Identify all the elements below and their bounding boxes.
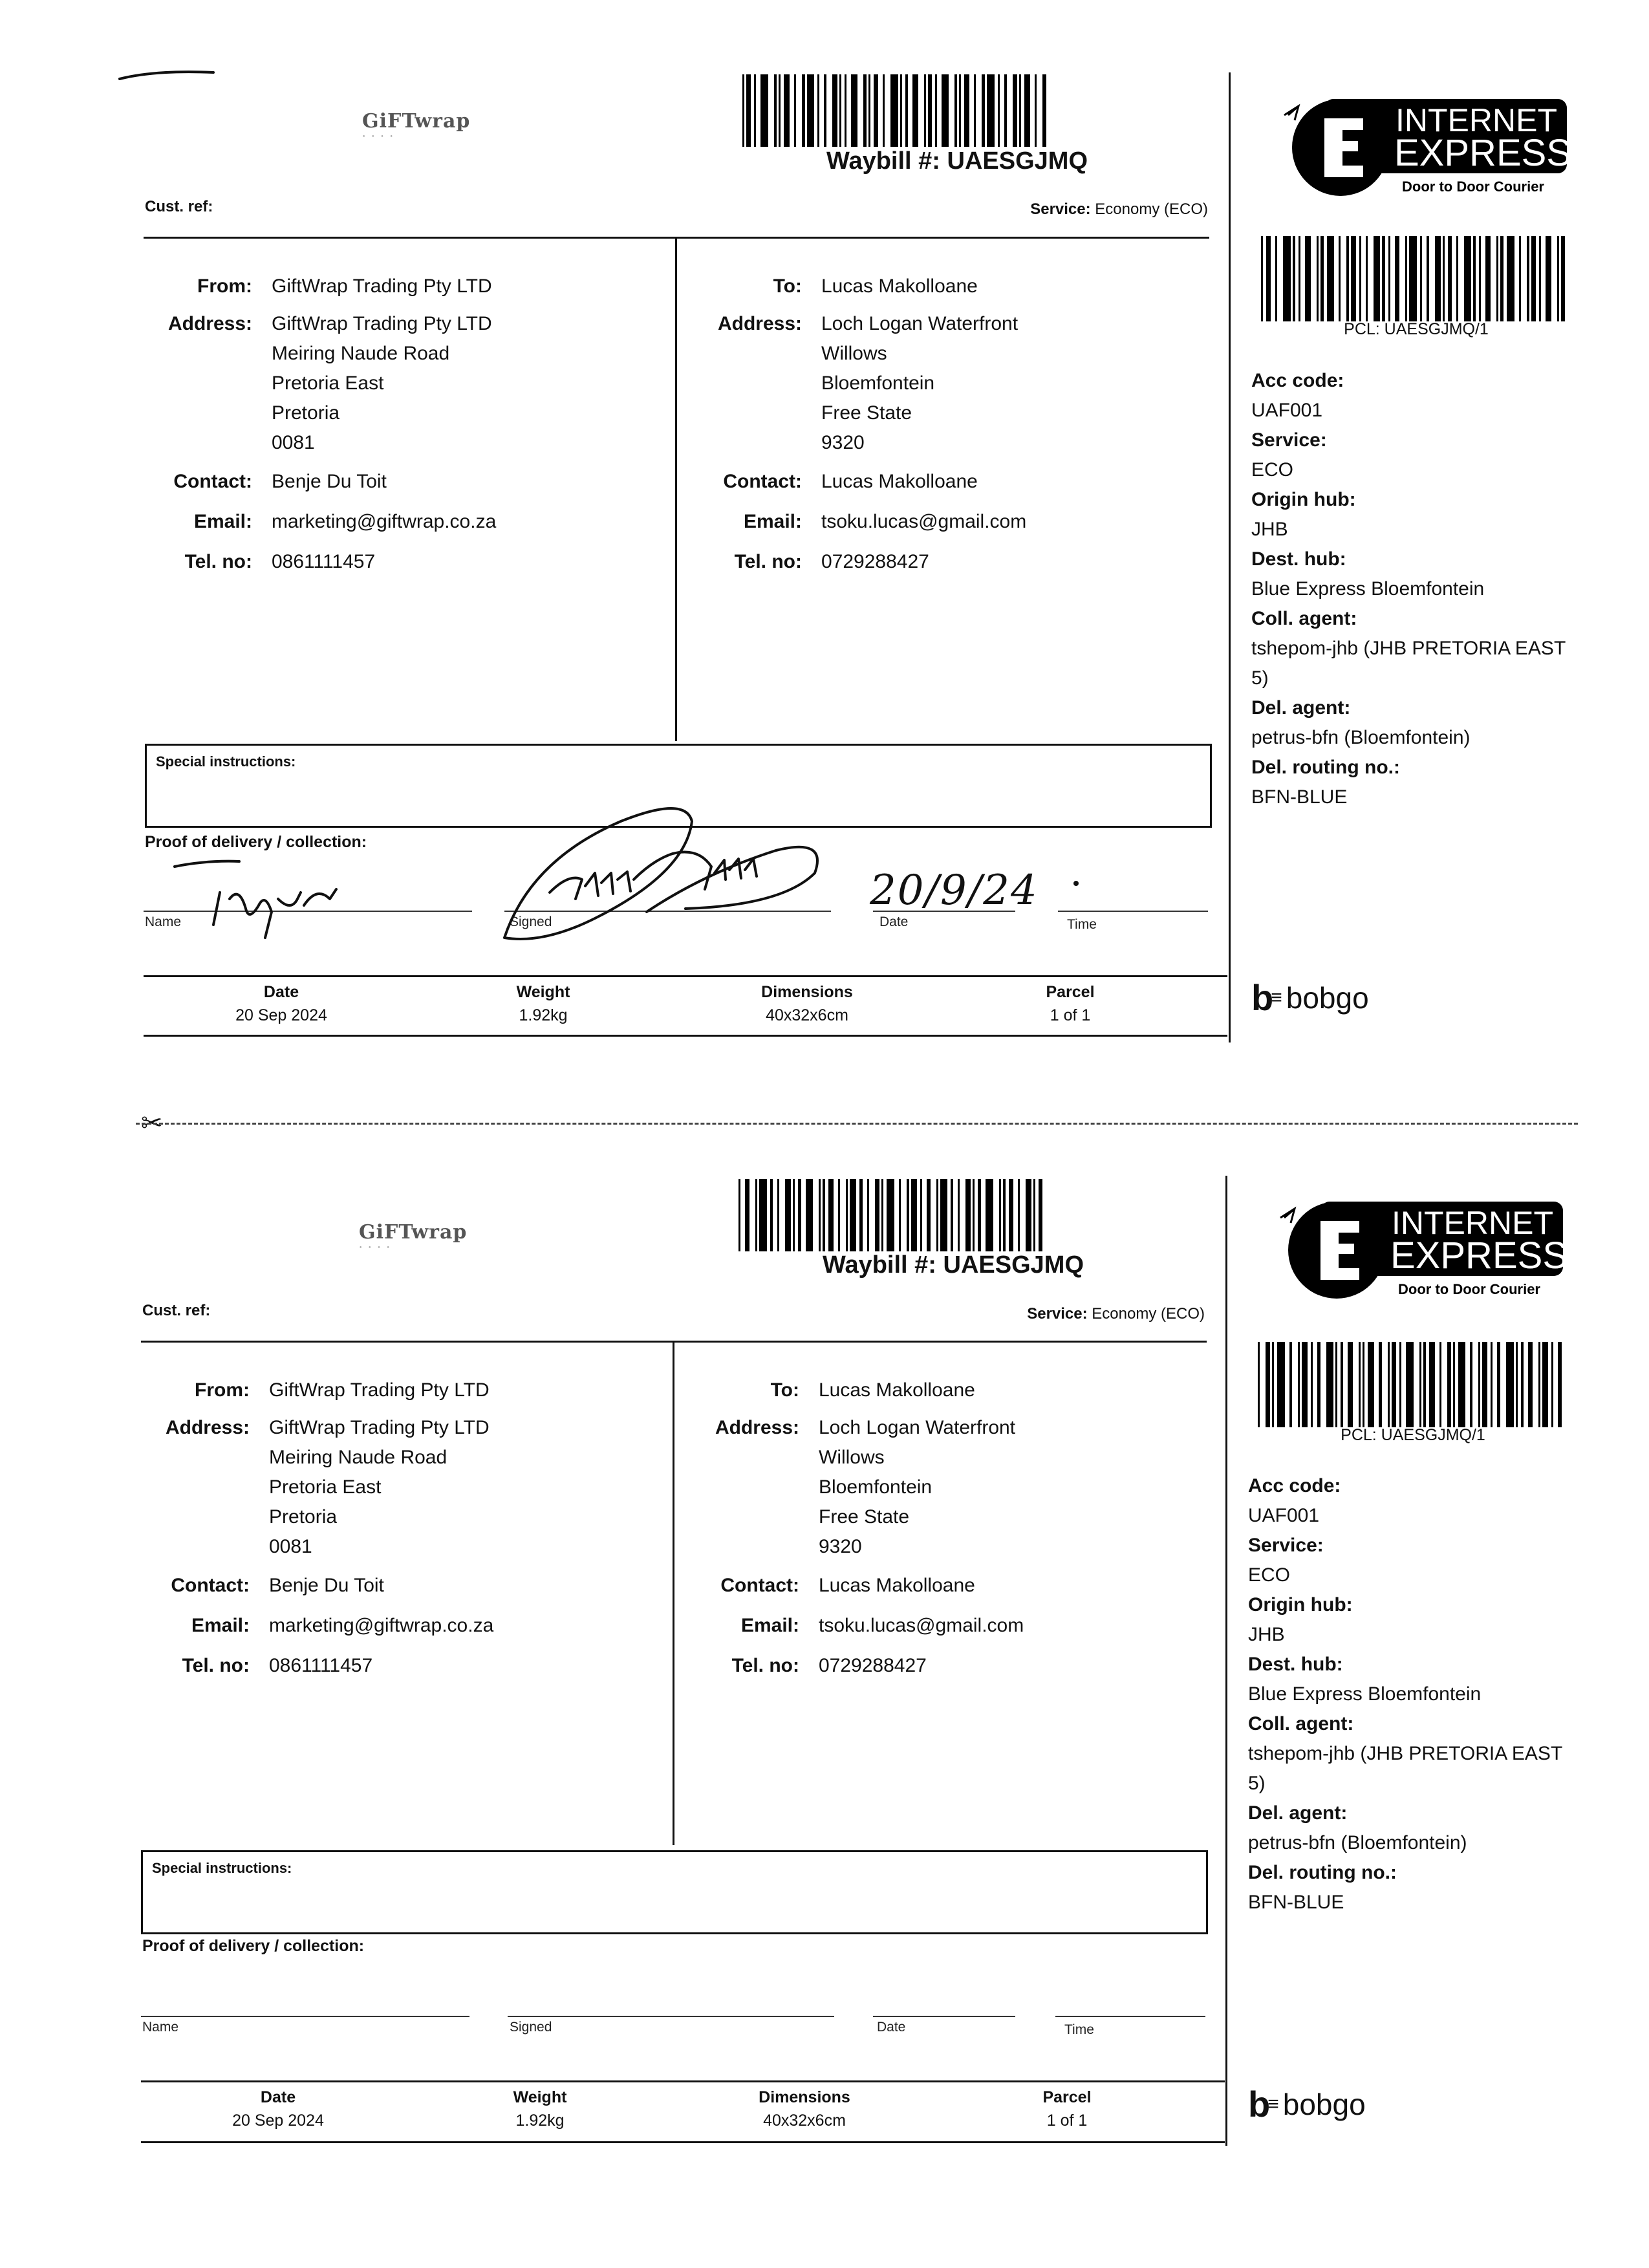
barcode-bar <box>1019 74 1021 147</box>
barcode-bar <box>899 1179 901 1251</box>
barcode-bar <box>785 1179 791 1251</box>
barcode-bar <box>1479 236 1481 321</box>
waybill-number: Waybill #: UAESGJMQ <box>826 147 1088 175</box>
special-instructions-label: Special instructions: <box>156 753 296 770</box>
date-field-label: Date <box>877 2020 906 2035</box>
barcode-bar <box>794 74 796 147</box>
barcode-bar <box>987 74 995 147</box>
signed-field-label: Signed <box>510 2020 552 2035</box>
barcode-bar <box>1341 1342 1343 1427</box>
barcode-bar <box>928 74 932 147</box>
barcode-bar <box>1491 1342 1493 1427</box>
barcode-bar <box>868 74 870 147</box>
pen-mark <box>116 65 220 87</box>
barcode-bar <box>1359 236 1361 321</box>
barcode-bar <box>867 1179 869 1251</box>
barcode-bar <box>999 1179 1001 1251</box>
barcode-bar <box>912 74 918 147</box>
recipient-address: Loch Logan Waterfront Willows Bloemfontein Free State 9320 <box>821 313 1018 453</box>
proof-of-delivery-label: Proof of delivery / collection: <box>145 833 367 851</box>
barcode-bar <box>1302 1342 1308 1427</box>
bobgo-logo: b ≡ bobgo <box>1251 977 1369 1018</box>
recipient-block: To: Lucas Makolloane Address: Loch Logan Waterfront Willows Bloemfontein Free State 9320 Contact: Lucas Makolloane Email: tsoku.lucas@gmail.com Tel. no: 0729288427 <box>689 1376 1207 1681</box>
barcode-bar <box>1035 74 1037 147</box>
barcode-bar <box>1317 1342 1320 1427</box>
recipient-block: To: Lucas Makolloane Address: Loch Logan Waterfront Willows Bloemfontein Free State 9320 Contact: Lucas Makolloane Email: tsoku.lucas@gmail.com Tel. no: 0729288427 <box>692 272 1209 577</box>
barcode-bar <box>1283 236 1291 321</box>
barcode-bar <box>1339 236 1341 321</box>
barcode-bar <box>1392 1342 1396 1427</box>
barcode-bar <box>1527 236 1529 321</box>
barcode-bar <box>760 74 768 147</box>
barcode-bar <box>911 1179 917 1251</box>
barcode-bar <box>1429 1342 1435 1427</box>
footer-date: Date 20 Sep 2024 <box>232 2088 324 2130</box>
divider <box>141 2080 1225 2082</box>
barcode-bar <box>824 74 826 147</box>
recipient-name: Lucas Makolloane <box>819 1379 975 1401</box>
recipient-contact: Lucas Makolloane <box>819 1575 975 1596</box>
barcode-bar <box>754 74 756 147</box>
barcode-bar <box>986 1179 993 1251</box>
barcode-bar <box>1013 74 1017 147</box>
svg-text:EXPRESS: EXPRESS <box>1390 1235 1566 1277</box>
svg-text:Door to Door Courier: Door to Door Courier <box>1402 178 1544 195</box>
barcode-bar <box>1405 236 1407 321</box>
recipient-email: tsoku.lucas@gmail.com <box>819 1615 1024 1636</box>
barcode-bar <box>1420 236 1422 321</box>
barcode-bar <box>1557 236 1559 321</box>
waybill-number: Waybill #: UAESGJMQ <box>822 1251 1084 1279</box>
barcode-bar <box>1538 1342 1540 1427</box>
barcode-bar <box>1521 1342 1524 1427</box>
barcode-bar <box>978 1179 981 1251</box>
footer-weight: Weight 1.92kg <box>513 2088 567 2130</box>
divider <box>144 975 1227 977</box>
barcode-bar <box>936 1179 938 1251</box>
barcode-bar <box>940 1179 947 1251</box>
barcode-bar <box>1277 1342 1285 1427</box>
barcode-bar <box>1419 1342 1421 1427</box>
barcode-bar <box>1305 236 1311 321</box>
barcode-bar <box>839 74 841 147</box>
barcode-bar <box>1497 1342 1500 1427</box>
barcode-bar <box>887 1179 894 1251</box>
parcel-barcode <box>1258 1342 1568 1427</box>
special-instructions-label: Special instructions: <box>152 1860 292 1876</box>
barcode-bar <box>1456 236 1458 321</box>
barcode-bar <box>1275 236 1277 321</box>
sender-block: From: GiftWrap Trading Pty LTD Address: GiftWrap Trading Pty LTD Meiring Naude Road Pretoria East Pretoria 0081 Contact: Benje Du Toit Email: marketing@giftwrap.co.za Tel. no: 0861111457 <box>142 272 660 577</box>
svg-text:INTERNET: INTERNET <box>1396 102 1557 138</box>
barcode-bar <box>1506 1342 1514 1427</box>
barcode-bar <box>832 74 837 147</box>
barcode-bar <box>1351 236 1356 321</box>
barcode-bar <box>1311 1342 1313 1427</box>
barcode-bar <box>964 74 969 147</box>
barcode-bar <box>875 1179 879 1251</box>
barcode-bar <box>746 74 751 147</box>
pen-dot <box>1073 881 1079 886</box>
cust-ref-label: Cust. ref: <box>142 1302 211 1319</box>
barcode-bar <box>974 74 976 147</box>
barcode-bar <box>1542 1342 1548 1427</box>
barcode-bar <box>1435 236 1441 321</box>
barcode-bar <box>738 1179 740 1251</box>
barcode-bar <box>742 74 744 147</box>
special-instructions-box <box>141 1850 1208 1934</box>
barcode-bar <box>1406 1342 1414 1427</box>
handwritten-name <box>168 847 388 947</box>
time-line <box>1055 2016 1205 2017</box>
barcode-bar <box>863 74 867 147</box>
time-field-label: Time <box>1067 917 1097 932</box>
barcode-bar <box>1261 236 1263 321</box>
barcode-bar <box>1399 1342 1401 1427</box>
barcode-bar <box>1516 1342 1518 1427</box>
barcode-bar <box>1293 236 1295 321</box>
barcode-bar <box>1470 1342 1472 1427</box>
barcode-bar <box>770 1179 773 1251</box>
barcode-bar <box>973 1179 975 1251</box>
barcode-bar <box>900 74 902 147</box>
parcel-code: PCL: UAESGJMQ/1 <box>1341 1426 1485 1444</box>
barcode-bar <box>1423 1342 1426 1427</box>
footer-date: Date 20 Sep 2024 <box>235 983 327 1024</box>
waybill-copy-1 <box>0 0 1649 1099</box>
barcode-bar <box>1485 236 1491 321</box>
recipient-tel: 0729288427 <box>819 1655 927 1676</box>
barcode-bar <box>1464 236 1471 321</box>
barcode-bar <box>807 74 814 147</box>
name-field-label: Name <box>145 914 182 929</box>
barcode-bar <box>1409 236 1417 321</box>
barcode-bar <box>1443 236 1445 321</box>
barcode-bar <box>874 74 878 147</box>
parcel-code: PCL: UAESGJMQ/1 <box>1344 320 1489 338</box>
barcode-bar <box>890 74 898 147</box>
barcode-bar <box>883 74 885 147</box>
barcode-bar <box>759 1179 767 1251</box>
barcode-bar <box>1458 1342 1465 1427</box>
sender-address: GiftWrap Trading Pty LTD Meiring Naude Road Pretoria East Pretoria 0081 <box>272 313 492 453</box>
svg-text:EXPRESS: EXPRESS <box>1394 132 1570 174</box>
name-field-label: Name <box>142 2020 179 2035</box>
svg-text:Door to Door Courier: Door to Door Courier <box>1398 1281 1540 1297</box>
barcode-bar <box>1266 1342 1270 1427</box>
barcode-bar <box>806 1179 813 1251</box>
barcode-bar <box>1546 236 1551 321</box>
barcode-bar <box>851 74 857 147</box>
routing-info: Acc code: UAF001 Service: ECO Origin hub: JHB Dest. hub: Blue Express Bloemfontein Coll. agent: tshepom-jhb (JHB PRETORIA EAST 5) Del. agent: petrus-bfn (Bloemfontein) Del. routing no.: BFN-BLUE <box>1248 1475 1562 1913</box>
barcode-bar <box>1266 236 1271 321</box>
footer-parcel: Parcel 1 of 1 <box>1046 983 1095 1024</box>
recipient-address: Loch Logan Waterfront Willows Bloemfontein Free State 9320 <box>819 1417 1016 1557</box>
barcode-bar <box>802 74 805 147</box>
sender-address: GiftWrap Trading Pty LTD Meiring Naude Road Pretoria East Pretoria 0081 <box>269 1417 490 1557</box>
recipient-email: tsoku.lucas@gmail.com <box>821 511 1027 532</box>
waybill-copy-2 <box>0 1108 1649 2207</box>
signed-line <box>508 2016 834 2017</box>
barcode-bar <box>1348 1342 1353 1427</box>
barcode-bar <box>779 74 781 147</box>
barcode-bar <box>958 1179 960 1251</box>
barcode-bar <box>1519 236 1521 321</box>
barcode-bar <box>982 74 985 147</box>
barcode-bar <box>793 1179 795 1251</box>
divider <box>1225 1176 1227 2146</box>
recipient-contact: Lucas Makolloane <box>821 471 978 492</box>
giftwrap-logo: GiFTwrap • • • • <box>359 1221 468 1251</box>
barcode-bar <box>819 1179 821 1251</box>
barcode-bar <box>1299 236 1300 321</box>
barcode-bar <box>1388 236 1390 321</box>
service-line: Service: Economy (ECO) <box>1027 1305 1205 1323</box>
sender-name: GiftWrap Trading Pty LTD <box>269 1379 490 1401</box>
sender-contact: Benje Du Toit <box>272 471 387 492</box>
barcode-bar <box>1004 74 1007 147</box>
barcode-bar <box>1272 1342 1274 1427</box>
giftwrap-logo: GiFTwrap • • • • <box>362 110 471 140</box>
barcode-bar <box>1298 1342 1300 1427</box>
barcode-bar <box>1346 236 1349 321</box>
barcode-bar <box>905 74 908 147</box>
barcode-bar <box>1366 236 1368 321</box>
barcode-bar <box>1368 1342 1374 1427</box>
parcel-barcode <box>1261 236 1571 321</box>
waybill-barcode <box>738 1179 1159 1251</box>
name-line <box>141 2016 469 2017</box>
divider <box>141 2141 1225 2143</box>
footer-parcel: Parcel 1 of 1 <box>1042 2088 1092 2130</box>
barcode-bar <box>1289 1342 1292 1427</box>
barcode-bar <box>777 1179 779 1251</box>
barcode-bar <box>1453 1342 1455 1427</box>
scissors-icon: ✂ <box>141 1109 163 1138</box>
sender-tel: 0861111457 <box>269 1655 373 1676</box>
barcode-bar <box>846 1179 848 1251</box>
footer-dimensions: Dimensions 40x32x6cm <box>761 983 853 1024</box>
sender-tel: 0861111457 <box>272 551 376 572</box>
sender-email: marketing@giftwrap.co.za <box>269 1615 494 1636</box>
barcode-bar <box>1042 74 1046 147</box>
barcode-bar <box>1258 1342 1260 1427</box>
barcode-bar <box>935 74 937 147</box>
barcode-bar <box>1561 236 1565 321</box>
service-line: Service: Economy (ECO) <box>1030 200 1208 218</box>
barcode-bar <box>1388 1342 1390 1427</box>
barcode-bar <box>1359 1342 1361 1427</box>
barcode-bar <box>1439 1342 1441 1427</box>
barcode-bar <box>1447 1342 1451 1427</box>
barcode-bar <box>1531 236 1536 321</box>
barcode-bar <box>1478 1342 1480 1427</box>
barcode-bar <box>1482 1342 1487 1427</box>
barcode-bar <box>1335 1342 1337 1427</box>
bobgo-logo: b ≡ bobgo <box>1248 2084 1366 2124</box>
barcode-bar <box>1003 1179 1006 1251</box>
date-line <box>873 2016 1015 2017</box>
cust-ref-label: Cust. ref: <box>145 198 213 215</box>
barcode-bar <box>920 1179 922 1251</box>
signed-field-label: Signed <box>510 914 552 929</box>
barcode-bar <box>1496 236 1498 321</box>
barcode-bar <box>907 1179 909 1251</box>
sender-contact: Benje Du Toit <box>269 1575 384 1596</box>
barcode-bar <box>1327 236 1334 321</box>
barcode-bar <box>745 1179 749 1251</box>
barcode-bar <box>1317 236 1319 321</box>
barcode-bar <box>1018 1179 1020 1251</box>
barcode-bar <box>828 1179 834 1251</box>
barcode-bar <box>838 1179 840 1251</box>
barcode-bar <box>1500 236 1503 321</box>
sender-name: GiftWrap Trading Pty LTD <box>272 275 492 297</box>
barcode-bar <box>1024 74 1030 147</box>
divider <box>144 1035 1227 1037</box>
barcode-bar <box>1379 1342 1382 1427</box>
barcode-bar <box>850 1179 856 1251</box>
svg-text:INTERNET: INTERNET <box>1392 1205 1553 1241</box>
divider <box>1229 72 1231 1042</box>
barcode-bar <box>1039 1179 1042 1251</box>
sender-email: marketing@giftwrap.co.za <box>272 511 497 532</box>
footer-dimensions: Dimensions 40x32x6cm <box>759 2088 850 2130</box>
barcode-bar <box>1528 1342 1533 1427</box>
barcode-bar <box>774 74 777 147</box>
barcode-bar <box>1033 1179 1035 1251</box>
routing-info: Acc code: UAF001 Service: ECO Origin hub: JHB Dest. hub: Blue Express Bloemfontein Coll. agent: tshepom-jhb (JHB PRETORIA EAST 5) Del. agent: petrus-bfn (Bloemfontein) Del. routing no.: BFN-BLUE <box>1251 370 1566 808</box>
barcode-bar <box>1473 236 1476 321</box>
time-field-label: Time <box>1064 2022 1094 2037</box>
barcode-bar <box>784 74 790 147</box>
internet-express-logo <box>1275 1198 1566 1302</box>
divider <box>673 1341 674 1845</box>
recipient-name: Lucas Makolloane <box>821 275 978 297</box>
barcode-bar <box>1382 236 1385 321</box>
barcode-bar <box>1363 1342 1364 1427</box>
footer-weight: Weight 1.92kg <box>516 983 570 1024</box>
barcode-bar <box>951 1179 953 1251</box>
barcode-bar <box>1539 236 1541 321</box>
barcode-bar <box>755 1179 757 1251</box>
handwritten-signature <box>491 783 854 954</box>
barcode-bar <box>1374 236 1380 321</box>
handwritten-date: 20/9/24 <box>870 867 1039 914</box>
sender-block: From: GiftWrap Trading Pty LTD Address: GiftWrap Trading Pty LTD Meiring Naude Road Pretoria East Pretoria 0081 Contact: Benje Du Toit Email: marketing@giftwrap.co.za Tel. no: 0861111457 <box>140 1376 657 1681</box>
barcode-bar <box>798 1179 801 1251</box>
barcode-bar <box>1009 1179 1013 1251</box>
barcode-bar <box>924 74 926 147</box>
barcode-bar <box>1427 236 1429 321</box>
barcode-bar <box>954 74 957 147</box>
barcode-bar <box>1558 1342 1562 1427</box>
barcode-bar <box>927 1179 931 1251</box>
proof-of-delivery-label: Proof of delivery / collection: <box>142 1937 365 1955</box>
date-field-label: Date <box>879 914 909 929</box>
waybill-barcode <box>742 74 1163 147</box>
barcode-bar <box>942 74 949 147</box>
recipient-tel: 0729288427 <box>821 551 929 572</box>
barcode-bar <box>859 1179 863 1251</box>
barcode-bar <box>1326 1342 1333 1427</box>
barcode-bar <box>1507 236 1514 321</box>
barcode-bar <box>998 74 1000 147</box>
barcode-bar <box>965 1179 971 1251</box>
divider <box>675 237 677 741</box>
time-line <box>1058 911 1208 912</box>
barcode-bar <box>817 74 819 147</box>
barcode-bar <box>881 1179 883 1251</box>
barcode-bar <box>845 74 846 147</box>
internet-express-logo <box>1279 96 1570 199</box>
barcode-bar <box>823 1179 825 1251</box>
barcode-bar <box>1026 1179 1031 1251</box>
barcode-bar <box>1448 236 1452 321</box>
barcode-bar <box>1551 1342 1553 1427</box>
barcode-bar <box>1320 236 1324 321</box>
barcode-bar <box>1395 236 1399 321</box>
barcode-bar <box>959 74 961 147</box>
